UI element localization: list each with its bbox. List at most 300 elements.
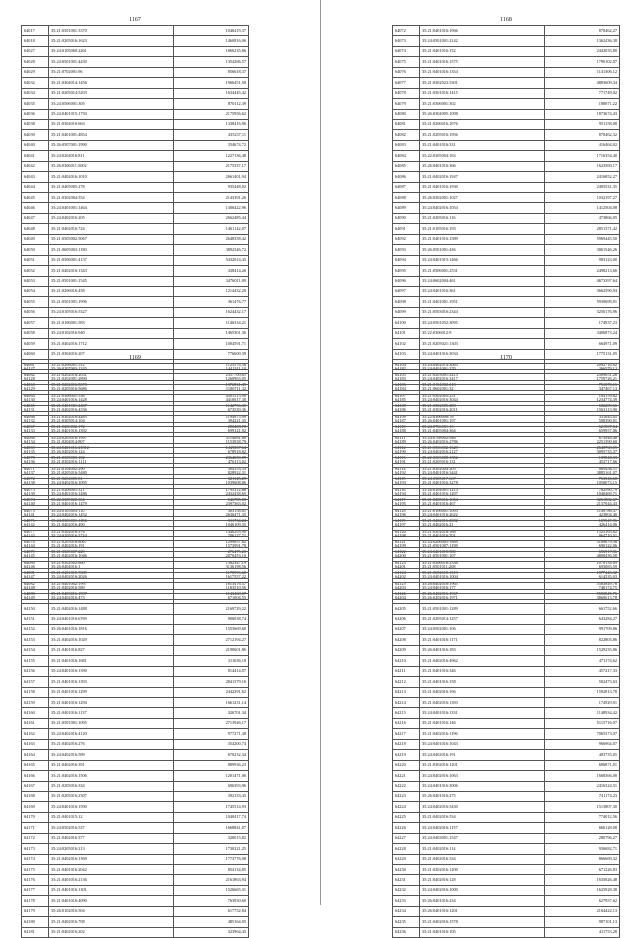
cadastral-number: 35:21:0401016:331 bbox=[420, 140, 545, 150]
cadastral-number: 35:21:0402016:21 bbox=[420, 520, 545, 530]
table-row bbox=[22, 906, 249, 916]
cadastral-number: 35:21:0206002:172 bbox=[49, 422, 174, 432]
cadastral-number: 35:21:0104002:290 bbox=[49, 464, 174, 474]
cadastral-number: 35:21:0304016:207 bbox=[49, 349, 174, 359]
table-row bbox=[393, 635, 620, 645]
cadastral-number: 35:21:0501001:1095 bbox=[49, 718, 174, 728]
cadastral-number: 35:21:0401016:467 bbox=[420, 499, 545, 509]
value: 2648768,09 bbox=[545, 443, 620, 453]
cadastral-number: 35:21:0401016:1137 bbox=[49, 708, 174, 718]
cadastral-number: 35:24:0105003:110 bbox=[49, 506, 174, 516]
table-row bbox=[22, 426, 249, 436]
row-number: 64153 bbox=[22, 635, 49, 645]
cadastral-number: 35:21:0401015:7689 bbox=[49, 568, 174, 578]
row-number: 64074 bbox=[393, 46, 420, 56]
cadastral-number: 35:22:0305020:354 bbox=[49, 495, 174, 505]
value: 741174,23 bbox=[545, 791, 620, 801]
value: 457217,33 bbox=[545, 666, 620, 676]
table-row bbox=[393, 46, 620, 56]
row-number: 64139 bbox=[22, 489, 49, 499]
table-row bbox=[393, 416, 620, 426]
row-number: 64161 bbox=[22, 718, 49, 728]
value: 361476,77 bbox=[174, 297, 249, 307]
cadastral-number: 35:26:0306011:5002 bbox=[49, 161, 174, 171]
value: 621907,54 bbox=[545, 422, 620, 432]
cadastral-number: 35:21:0401016:3278 bbox=[420, 478, 545, 488]
cadastral-number: 35:21:0402016:202 bbox=[49, 927, 174, 937]
value: 906038,74 bbox=[174, 614, 249, 624]
table-row bbox=[22, 36, 249, 46]
row-number: 64199 bbox=[393, 541, 420, 551]
table-row bbox=[22, 468, 249, 478]
row-number: 64095 bbox=[393, 266, 420, 276]
row-number: 64087 bbox=[393, 182, 420, 192]
value: 2164422,13 bbox=[545, 906, 620, 916]
cadastral-number: 35:26:0304005:1098 bbox=[420, 109, 545, 119]
table-row bbox=[22, 687, 249, 697]
value: 3885161,07 bbox=[545, 468, 620, 478]
table-row bbox=[393, 656, 620, 666]
table-row bbox=[22, 182, 249, 192]
table-row bbox=[393, 224, 620, 234]
row-number: 64069 bbox=[22, 443, 49, 453]
value: 869436,11 bbox=[545, 464, 620, 474]
cadastral-number: 35:21:0206001:311 bbox=[49, 485, 174, 495]
cadastral-number: 35:24:0105060:2261 bbox=[49, 46, 174, 56]
cadastral-number: 35:21:0205016:1654 bbox=[420, 495, 545, 505]
cadastral-number: 35:26:0402016:1965 bbox=[420, 579, 545, 589]
row-number: 64066 bbox=[22, 412, 49, 422]
data-table bbox=[21, 363, 249, 938]
row-number: 64160 bbox=[22, 708, 49, 718]
row-number: 64053 bbox=[22, 276, 49, 286]
table-row bbox=[22, 645, 249, 655]
row-number: 64169 bbox=[22, 802, 49, 812]
cadastral-number: 35:24:0402014:3063 bbox=[420, 360, 545, 370]
cadastral-number: 35:26:0507001:1990 bbox=[49, 140, 174, 150]
value: 323964,43 bbox=[174, 927, 249, 937]
row-number: 64216 bbox=[393, 718, 420, 728]
row-number: 64185 bbox=[393, 395, 420, 405]
table-row bbox=[393, 130, 620, 140]
cadastral-number: 35:26:0401016:1816 bbox=[49, 624, 174, 634]
value: 686871,01 bbox=[545, 760, 620, 770]
table-row bbox=[22, 119, 249, 129]
row-number: 64048 bbox=[22, 224, 49, 234]
table-row bbox=[22, 844, 249, 854]
cadastral-number: 35:24:0205016:5710 bbox=[49, 531, 174, 541]
value: 4808436,58 bbox=[545, 551, 620, 561]
row-number: 64039 bbox=[22, 130, 49, 140]
table-row bbox=[393, 624, 620, 634]
value: 2712194,27 bbox=[174, 635, 249, 645]
table-row bbox=[22, 78, 249, 88]
table-row bbox=[22, 771, 249, 781]
value: 5432014,43 bbox=[174, 255, 249, 265]
value: 653917,86 bbox=[545, 547, 620, 557]
table-row bbox=[393, 760, 620, 770]
value: 1449067,64 bbox=[174, 443, 249, 453]
row-number: 64135 bbox=[22, 447, 49, 457]
value: 966964,07 bbox=[545, 739, 620, 749]
cadastral-number: 35:24:0402016:1095 bbox=[49, 478, 174, 488]
cadastral-number: 35:26:0401016:183 bbox=[420, 645, 545, 655]
row-number: 64122 bbox=[393, 547, 420, 557]
value: 5583849,76 bbox=[545, 579, 620, 589]
table-row bbox=[393, 499, 620, 509]
value: 174929,01 bbox=[545, 698, 620, 708]
table-row bbox=[393, 109, 620, 119]
table-row bbox=[393, 172, 620, 182]
value: 5583849,76 bbox=[545, 589, 620, 599]
value: 354200,74 bbox=[174, 739, 249, 749]
value: 1142756,30 bbox=[174, 401, 249, 411]
table-row bbox=[393, 437, 620, 447]
value: 1299657,62 bbox=[174, 537, 249, 547]
row-number: 64078 bbox=[393, 88, 420, 98]
value: 627957,62 bbox=[545, 896, 620, 906]
table-row bbox=[22, 624, 249, 634]
cadastral-number: 35:21:0403016:1997 bbox=[49, 589, 174, 599]
cadastral-number: 35:21:0402016:114 bbox=[420, 844, 545, 854]
value: 782590,79 bbox=[545, 485, 620, 495]
row-number: 64065 bbox=[22, 401, 49, 411]
cadastral-number: 35:21:0402016:1947 bbox=[420, 172, 545, 182]
cadastral-number: 35:26:0401016:366 bbox=[420, 161, 545, 171]
table-row bbox=[393, 854, 620, 864]
cadastral-number: 35:21:0202016:5673 bbox=[49, 380, 174, 390]
row-number: 64080 bbox=[22, 558, 49, 568]
table-row bbox=[22, 276, 249, 286]
table-row bbox=[22, 140, 249, 150]
cadastral-number: 35:21:0602001:32 bbox=[420, 384, 545, 394]
row-number: 64197 bbox=[393, 520, 420, 530]
table-row bbox=[22, 562, 249, 572]
cadastral-number: 35:21:0205021:1303 bbox=[420, 339, 545, 349]
value: 1573991,78 bbox=[174, 541, 249, 551]
row-number: 64182 bbox=[393, 364, 420, 374]
row-number: 64124 bbox=[393, 568, 420, 578]
value: 1227136,48 bbox=[174, 151, 249, 161]
value: 280796,27 bbox=[545, 833, 620, 843]
row-number: 64058 bbox=[22, 328, 49, 338]
value: 2648358,42 bbox=[174, 234, 249, 244]
cadastral-number: 35:24:0102016:940 bbox=[49, 328, 174, 338]
table-row bbox=[393, 781, 620, 791]
cadastral-number: 35:24:0766001:13 bbox=[420, 422, 545, 432]
cadastral-number: 35:21:0402016:4962 bbox=[420, 656, 545, 666]
value: 1668841,07 bbox=[174, 823, 249, 833]
row-number: 64074 bbox=[22, 495, 49, 505]
value: 1146334,21 bbox=[174, 318, 249, 328]
value: 4673397,64 bbox=[545, 276, 620, 286]
table-row bbox=[393, 531, 620, 541]
cadastral-number: 35:24:0401016:1486 bbox=[49, 489, 174, 499]
value: 617752,84 bbox=[174, 906, 249, 916]
row-number: 64108 bbox=[393, 401, 420, 411]
table-row bbox=[22, 478, 249, 488]
table-row bbox=[393, 812, 620, 822]
row-number: 64107 bbox=[393, 391, 420, 401]
cadastral-number: 35:21:0402016:534 bbox=[420, 812, 545, 822]
row-number: 64076 bbox=[22, 516, 49, 526]
row-number: 64101 bbox=[393, 328, 420, 338]
row-number: 64086 bbox=[393, 172, 420, 182]
table-row bbox=[393, 802, 620, 812]
value: 2251390,60 bbox=[545, 437, 620, 447]
cadastral-number: 35:24:0402016:205 bbox=[49, 213, 174, 223]
value: 5930699,01 bbox=[545, 297, 620, 307]
value: 1046109,35 bbox=[174, 520, 249, 530]
row-number: 64148 bbox=[22, 583, 49, 593]
cadastral-number: 35:24:0501052:3095 bbox=[420, 318, 545, 328]
row-number: 64210 bbox=[393, 656, 420, 666]
table-row bbox=[22, 750, 249, 760]
cadastral-number: 35:26:0102016:504 bbox=[49, 906, 174, 916]
row-number: 64162 bbox=[22, 729, 49, 739]
table-row bbox=[393, 151, 620, 161]
cadastral-number: 35:21:0506001:4137 bbox=[49, 255, 174, 265]
cadastral-number: 35:26:0402016:1967 bbox=[420, 589, 545, 599]
row-number: 64114 bbox=[393, 464, 420, 474]
row-number: 64207 bbox=[393, 624, 420, 634]
table-row bbox=[22, 255, 249, 265]
value: 1635826,48 bbox=[545, 875, 620, 885]
value: 2364650,09 bbox=[174, 453, 249, 463]
row-number: 64189 bbox=[393, 437, 420, 447]
table-row bbox=[22, 604, 249, 614]
value: 776600,39 bbox=[174, 349, 249, 359]
value: 856618,37 bbox=[174, 67, 249, 77]
row-number: 64054 bbox=[22, 286, 49, 296]
row-number: 64138 bbox=[22, 478, 49, 488]
value: 1153938,79 bbox=[174, 437, 249, 447]
row-number: 64149 bbox=[22, 593, 49, 603]
row-number: 64152 bbox=[22, 624, 49, 634]
value: 763930,60 bbox=[174, 896, 249, 906]
cadastral-number: 35:24:0403001:1547 bbox=[420, 833, 545, 843]
row-number: 64176 bbox=[22, 875, 49, 885]
table-row bbox=[22, 583, 249, 593]
value: 670232,34 bbox=[174, 750, 249, 760]
row-number: 64211 bbox=[393, 666, 420, 676]
cadastral-number: 35:24:0401015:580 bbox=[420, 547, 545, 557]
table-row bbox=[393, 339, 620, 349]
value: 1412504,08 bbox=[545, 203, 620, 213]
row-number: 64100 bbox=[393, 318, 420, 328]
cadastral-number: 35:22:0306008:76 bbox=[420, 412, 545, 422]
cadastral-number: 35:21:0503016:2344 bbox=[420, 307, 545, 317]
table-row bbox=[393, 36, 620, 46]
table-row bbox=[393, 78, 620, 88]
cadastral-number: 35:24:0401001:1464 bbox=[49, 203, 174, 213]
cadastral-number: 35:21:0106001:583 bbox=[49, 318, 174, 328]
cadastral-number: 35:24:0105016:5327 bbox=[49, 307, 174, 317]
value: 311636,18 bbox=[174, 656, 249, 666]
row-number: 64040 bbox=[22, 140, 49, 150]
table-row bbox=[22, 520, 249, 530]
table-row bbox=[393, 677, 620, 687]
table-row bbox=[22, 234, 249, 244]
row-number: 64167 bbox=[22, 781, 49, 791]
table-row bbox=[393, 255, 620, 265]
cadastral-number: 35:21:0302023:5301 bbox=[420, 78, 545, 88]
value: 987101,13 bbox=[545, 917, 620, 927]
value: 2092716,82 bbox=[545, 360, 620, 370]
row-number: 64183 bbox=[393, 374, 420, 384]
table-row bbox=[22, 447, 249, 457]
value: 828922,31 bbox=[174, 468, 249, 478]
row-number: 64140 bbox=[22, 499, 49, 509]
table-row bbox=[22, 489, 249, 499]
row-number: 64214 bbox=[393, 698, 420, 708]
value: 4883609,34 bbox=[545, 78, 620, 88]
table-row bbox=[22, 99, 249, 109]
value: 1745514,93 bbox=[174, 802, 249, 812]
row-number: 64028 bbox=[22, 57, 49, 67]
cadastral-number: 35:21:0501007:1198 bbox=[420, 541, 545, 551]
cadastral-number: 35:24:0402016:1054 bbox=[420, 203, 545, 213]
table-row bbox=[393, 447, 620, 457]
row-number: 64070 bbox=[22, 453, 49, 463]
row-number: 64224 bbox=[393, 802, 420, 812]
cadastral-number: 35:21:0402016:166 bbox=[420, 687, 545, 697]
table-row bbox=[22, 718, 249, 728]
row-number: 64175 bbox=[22, 865, 49, 875]
table-row bbox=[393, 395, 620, 405]
cadastral-number: 35:24:0402016:1452 bbox=[49, 510, 174, 520]
table-row bbox=[22, 802, 249, 812]
cadastral-number: 35:21:0205016:1956 bbox=[420, 130, 545, 140]
table-row bbox=[22, 885, 249, 895]
row-number: 64212 bbox=[393, 677, 420, 687]
value: 1050073,15 bbox=[545, 478, 620, 488]
value: 1795312,66 bbox=[174, 485, 249, 495]
table-row bbox=[393, 234, 620, 244]
cadastral-number: 35:21:0304014:1456 bbox=[49, 78, 174, 88]
cadastral-number: 35:26:0402016:124 bbox=[49, 447, 174, 457]
row-number: 64132 bbox=[22, 416, 49, 426]
cadastral-number: 35:21:0401016:827 bbox=[49, 645, 174, 655]
value: 1183510,56 bbox=[174, 583, 249, 593]
value: 1525165,62 bbox=[545, 527, 620, 537]
cadastral-number: 35:21:0401016:1171 bbox=[420, 635, 545, 645]
table-row bbox=[393, 562, 620, 572]
row-number: 64142 bbox=[22, 520, 49, 530]
row-number: 64113 bbox=[393, 453, 420, 463]
row-number: 64096 bbox=[393, 276, 420, 286]
value: 1461142,07 bbox=[174, 224, 249, 234]
cadastral-number: 35:24:0402016:4120 bbox=[49, 729, 174, 739]
table-row bbox=[22, 739, 249, 749]
cadastral-number: 35:21:0402016:191 bbox=[49, 541, 174, 551]
cadastral-number: 35:21:0501001:1289 bbox=[420, 604, 545, 614]
row-number: 64077 bbox=[393, 78, 420, 88]
row-number: 64134 bbox=[22, 437, 49, 447]
value: 1070134,09 bbox=[545, 558, 620, 568]
row-number: 64083 bbox=[22, 589, 49, 599]
row-number: 64229 bbox=[393, 854, 420, 864]
cadastral-number: 35:24:0401016:361 bbox=[420, 286, 545, 296]
cadastral-number: 35:21:0402016:1046 bbox=[49, 551, 174, 561]
value: 403735,05 bbox=[545, 750, 620, 760]
cadastral-number: 35:24:0402016:1063 bbox=[420, 771, 545, 781]
value: 1617557,22 bbox=[174, 572, 249, 582]
value: 2498213,66 bbox=[545, 266, 620, 276]
row-number: 64089 bbox=[393, 203, 420, 213]
value: 1661231,14 bbox=[174, 698, 249, 708]
table-row bbox=[393, 266, 620, 276]
row-number: 64195 bbox=[393, 499, 420, 509]
value: 2416324,51 bbox=[545, 781, 620, 791]
row-number: 64151 bbox=[22, 614, 49, 624]
value: 438414,26 bbox=[174, 266, 249, 276]
value: 2851371,42 bbox=[545, 224, 620, 234]
value: 659957,06 bbox=[545, 426, 620, 436]
row-number: 64043 bbox=[22, 172, 49, 182]
cadastral-number: 35:24:0402016:2127 bbox=[420, 447, 545, 457]
value: 3136198,56 bbox=[174, 562, 249, 572]
table-row bbox=[393, 193, 620, 203]
cadastral-number: 35:24:0306001:1184 bbox=[49, 516, 174, 526]
cadastral-number: 35:24:0402016:473 bbox=[49, 593, 174, 603]
value: 1040469,71 bbox=[545, 489, 620, 499]
cadastral-number: 35:21:0401016:1479 bbox=[49, 499, 174, 509]
cadastral-number: 35:21:0401016:158 bbox=[420, 677, 545, 687]
row-number: 64075 bbox=[22, 506, 49, 516]
row-number: 64046 bbox=[22, 203, 49, 213]
cadastral-number: 35:21:0401016:2136 bbox=[49, 875, 174, 885]
cadastral-number: 35:21:0302016:2011 bbox=[420, 405, 545, 415]
value: 1613476,57 bbox=[174, 579, 249, 589]
value: 1046419,37 bbox=[174, 26, 249, 36]
cadastral-number: 35:21:0402016:1488 bbox=[49, 604, 174, 614]
cadastral-number: 35:21:0402016:1506 bbox=[49, 771, 174, 781]
row-number: 64187 bbox=[393, 416, 420, 426]
value: 1141306,12 bbox=[545, 67, 620, 77]
cadastral-number: 35:24:0401016:1043 bbox=[420, 739, 545, 749]
value: 326701,34 bbox=[174, 708, 249, 718]
cadastral-number: 35:21:0402016:2002 bbox=[420, 516, 545, 526]
value: 671226,83 bbox=[545, 865, 620, 875]
table-row bbox=[22, 67, 249, 77]
cadastral-number: 35:21:0402016:1369 bbox=[49, 854, 174, 864]
row-number: 64049 bbox=[22, 234, 49, 244]
table-row bbox=[22, 510, 249, 520]
cadastral-number: 35:24:0204016:811 bbox=[49, 151, 174, 161]
row-number: 64133 bbox=[22, 426, 49, 436]
table-row bbox=[22, 781, 249, 791]
table-row bbox=[393, 26, 620, 36]
row-number: 64064 bbox=[22, 391, 49, 401]
row-number: 64157 bbox=[22, 677, 49, 687]
cadastral-number: 35:21:0502002:860 bbox=[49, 558, 174, 568]
row-number: 64231 bbox=[393, 875, 420, 885]
cadastral-number: 35:26:0401001:197 bbox=[420, 416, 545, 426]
value: 2416852,27 bbox=[545, 172, 620, 182]
cadastral-number: 35:21:0505002:5067 bbox=[49, 234, 174, 244]
cadastral-number: 35:21:0302005:251 bbox=[420, 391, 545, 401]
row-number: 64184 bbox=[393, 384, 420, 394]
cadastral-number: 35:21:0205016:116 bbox=[420, 213, 545, 223]
row-number: 64213 bbox=[393, 687, 420, 697]
table-row bbox=[22, 364, 249, 374]
value: 3860613,78 bbox=[545, 593, 620, 603]
table-row bbox=[393, 67, 620, 77]
cadastral-number: 35:21:0206016:458 bbox=[49, 286, 174, 296]
row-number: 64194 bbox=[393, 489, 420, 499]
row-number: 64102 bbox=[393, 339, 420, 349]
